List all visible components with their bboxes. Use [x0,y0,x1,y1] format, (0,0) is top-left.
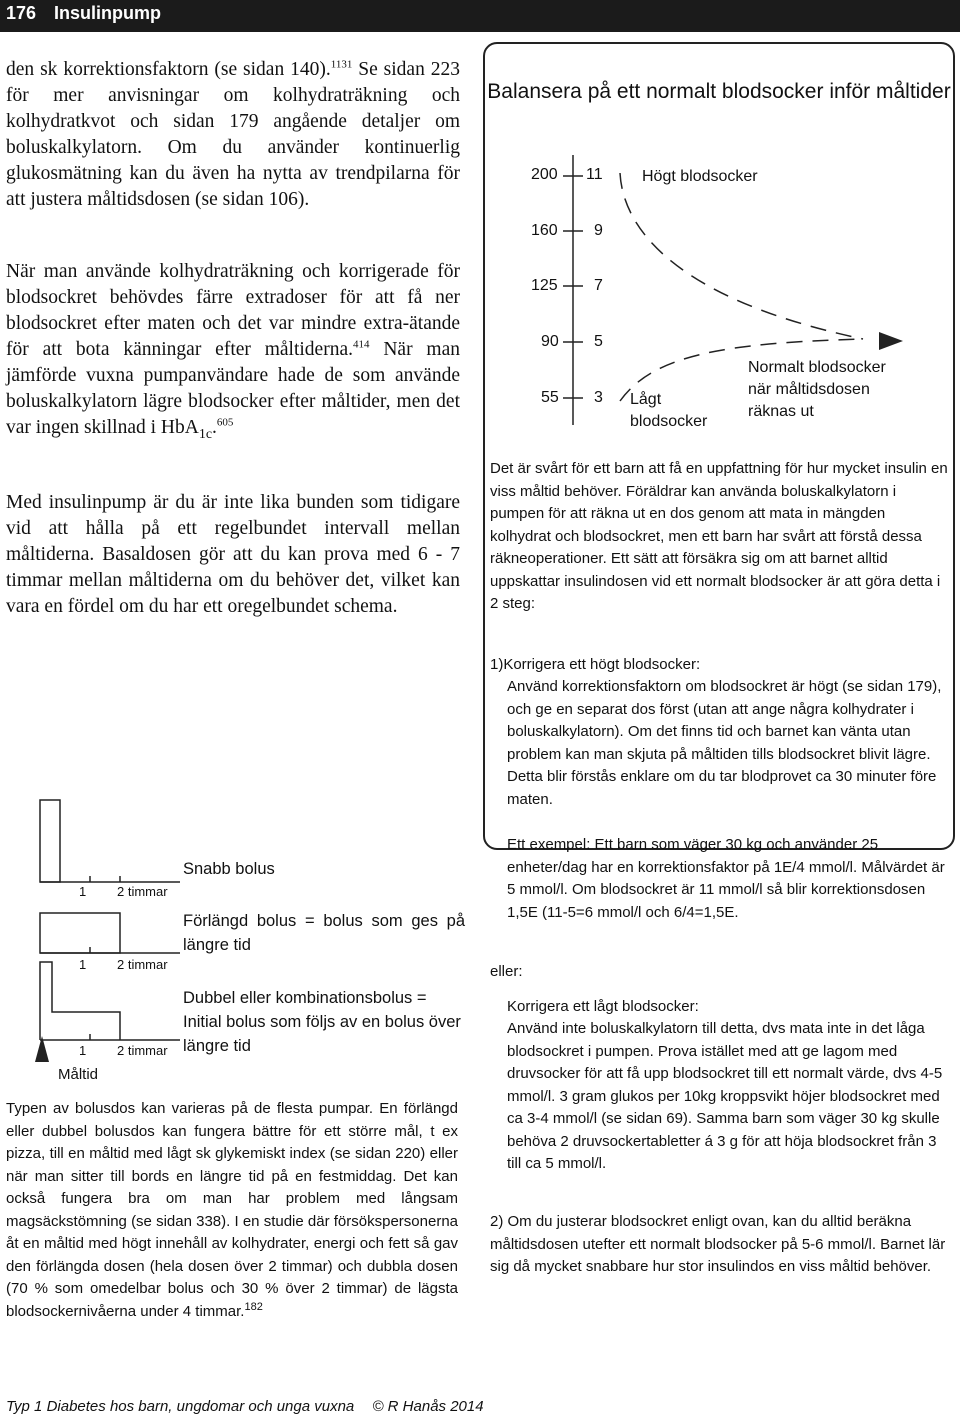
box-paragraph: Det är svårt för ett barn att få en uppfattning för hur mycket insulin en viss måltid behöver. Föräldrar kan använda boluskalkylatorn i pumpen för att räkna ut en dos genom att mata in mängden kolhydrat och blodsockret, men ett barn har svårt att förstå dessa räkneoperationer. Ett sätt att försäkra sig om att barnet alltid uppskattar insulindosen vid ett normalt blodsocker är att göra detta i 2 steg: [490,460,948,612]
step1-text: Använd korrektionsfaktorn om blodsockret är högt (se sidan 179), och ge en separat dos först (utan att ange några kolhydrater i boluskalkylatorn). Om det finns tid och barnet kan vänta utan problem kan man skjuta på måltiden tills blodsockret blivit lägre. Detta blir förstås enklare om du tar blodprovet ca 30 minuter före maten. [507,678,942,808]
tick-label: 1 [79,884,87,899]
arrow-head [879,332,903,350]
left-paragraph-1: den sk korrektionsfaktorn (se sidan 140).$^{1131}$ Se sidan 223 för mer anvisningar om kolhydraträkning och kolhydratkvot och sidan 179 angående detaljer om boluskalkylatorn. Om du använder kontinuerlig glukosmätning kan du även ha nytta av trendpilarna för att justera måltidsdosen (se sidan 106). [6,58,460,210]
section-title: Insulinpump [54,3,161,23]
low-sugar-label-2: blodsocker [630,413,708,430]
tick-label-mmol: 3 [594,389,603,406]
book-title: Typ 1 Diabetes hos barn, ungdomar och unga vuxna [6,1398,355,1415]
page-header [0,0,960,32]
low-correction-title: Korrigera ett lågt blodsocker: [507,998,699,1015]
tick-label-mmol: 9 [594,222,603,239]
tick-label: 1 [79,1043,87,1058]
high-sugar-label: Högt blodsocker [642,168,758,185]
example-paragraph: Ett exempel: Ett barn som väger 30 kg och använder 25 enheter/dag har en korrektionsfaktor på 1E/4 mmol/l. Målvärdet är 5 mmol/l. Om blodsockret är 11 mmol/l så blir korrektionsdosen 1,5E (11-5=6 mmol/l och 6/4=1,5E. [507,836,945,921]
tick-label-mmol: 5 [594,333,603,350]
tick-label-mmol: 7 [594,277,603,294]
step2-paragraph: 2) Om du justerar blodsockret enligt ovan, kan du alltid beräkna måltidsdosen utefter ett normalt blodsocker på 5-6 mmol/l. Barnet lär sig då mycket snabbare hur stor insulindos en viss måltid behöver. [490,1213,946,1275]
forlangd-bolus-bar [40,913,120,953]
page-number: 176 [6,3,37,23]
tick-label-mgdl: 90 [541,333,559,350]
left-paragraph-3: Med insulinpump är du är inte lika bunden som tidigare vid att hålla på ett regelbundet intervall mellan måltiderna. Basaldosen gör att du kan prova med 6 - 7 timmar mellan måltiderna om du behöver det, vilket kan vara en fördel om du har ett oregelbundet schema. [6,492,460,617]
low-sugar-label: Lågt [630,391,662,408]
tick-label-mgdl: 200 [531,166,558,183]
page-footer [6,1398,484,1415]
normal-sugar-label: Normalt blodsocker [748,359,886,376]
tick-label-mmol: 11 [586,166,603,183]
low-correction-text: Använd inte boluskalkylatorn till detta, dvs mata inte in det låga blodsockret i pumpen. Prova istället med att ge lagom med druvsocker för att få upp blodsockret till ett normalt värde, dvs 4-5 mmol/l. 3 gram glukos per 10kg kroppsvikt höjer blodsockret med ca 3-4 mmol/l (se sidan 69). Samma barn som väger 30 kg skulle behöva 2 druvsockertabletter á 3 g för att höja blodsockret från 3 till ca 5 mmol/l. [507,1020,943,1172]
copyright: © R Hanås 2014 [372,1398,484,1415]
snabb-bolus-label: Snabb bolus [183,860,275,878]
normal-sugar-label-2: när måltidsdosen [748,381,870,398]
tick-label: 2 timmar [117,884,168,899]
forlangd-bolus-label: Förlängd bolus = bolus som ges på längre tid [183,912,465,954]
bolus-caption: Typen av bolusdos kan varieras på de flesta pumpar. En förlängd eller dubbel bolusdos kan fungera bättre för ett större mål, t ex pizza, till en måltid med lågt sk glykemiskt index (se sidan 220) eller när man sitter till bords en längre tid på en festmiddag. Det kan också fungera bra om man har problem med långsam magsäckstömning (se sidan 338). I en studie där försökspersonerna åt en måltid med högt innehåll av kolhydrater, energi och fett så gav den förlängda dosen (hela dosen över 2 timmar) och dubbla dosen (70 % som omedelbar bolus och 30 % över 2 timmar) de lägsta blodsockernivåerna under 4 timmar.$^{182}$ [6,1100,458,1320]
high-sugar-dashed-curve [620,173,863,339]
snabb-bolus-bar [40,800,60,882]
dubbel-bolus-bar [40,962,120,1040]
or-label: eller: [490,963,523,980]
tick-label: 1 [79,957,87,972]
tick-label-mgdl: 125 [531,277,558,294]
normal-sugar-label-3: räknas ut [748,403,814,420]
step1-title: 1)Korrigera ett högt blodsocker: [490,656,701,673]
balance-box-title: Balansera på ett normalt blodsocker inför måltider [487,80,951,103]
meal-label: Måltid [58,1066,99,1083]
tick-label-mgdl: 160 [531,222,558,239]
tick-label: 2 timmar [117,957,168,972]
left-paragraph-2: När man använde kolhydraträkning och korrigerade för blodsockret behövdes färre extradoser för att få ner blodsockret efter maten och det var mindre extra-ätande för att bota känningar efter måltiderna.$^{414}$ När man jämförde vuxna pumpanvändare hade de som använde boluskalkylatorn lägre blodsocker efter måltider, men det var ingen skillnad i HbA$_{1c}$.$^{605}$ [6,261,460,442]
tick-label: 2 timmar [117,1043,168,1058]
dubbel-bolus-label: Dubbel eller kombinationsbolus = Initial bolus som följs av en bolus över längre tid [183,989,461,1055]
tick-label-mgdl: 55 [541,389,559,406]
